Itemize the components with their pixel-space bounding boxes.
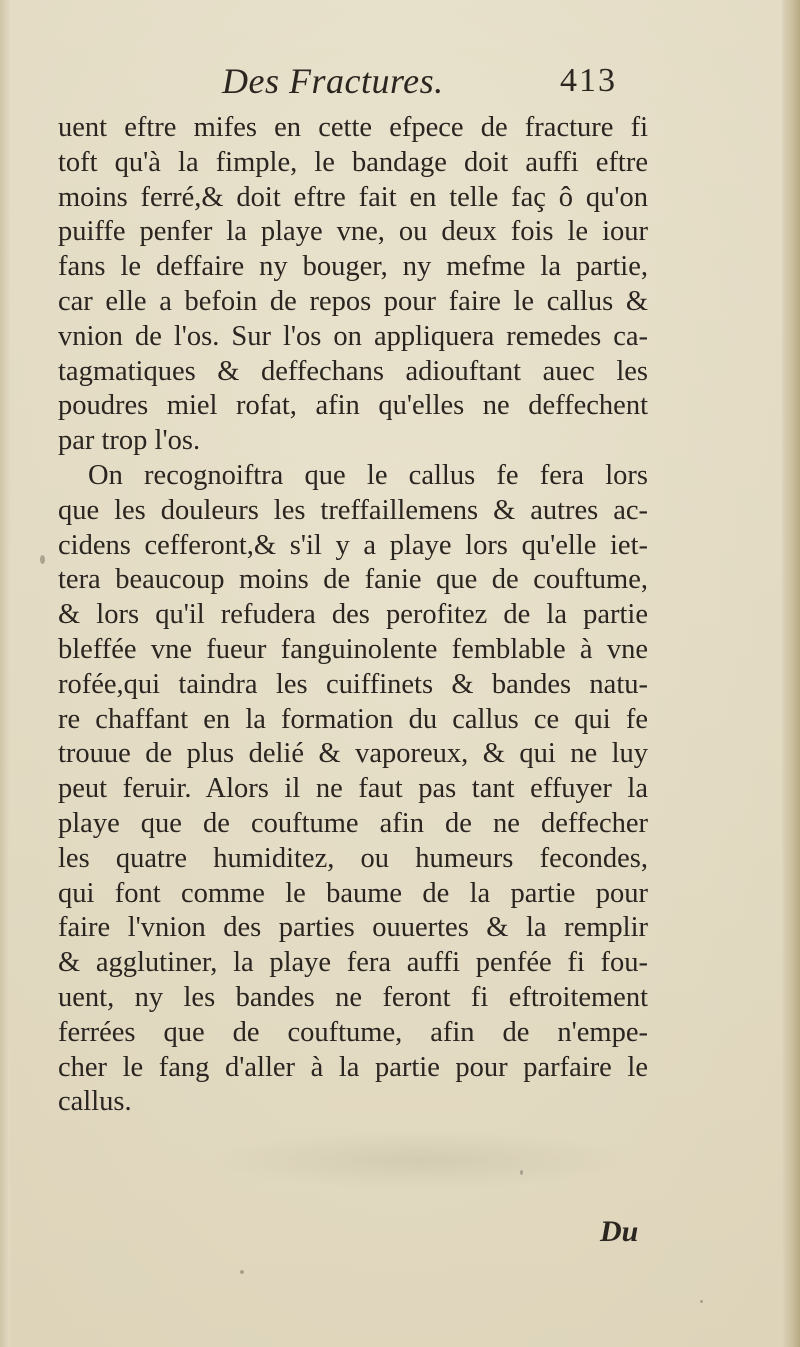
text-line: tagmatiques & deffechans adiouftant auec les [58, 355, 648, 387]
paper-speck [40, 555, 45, 564]
text-line: car elle a befoin de repos pour faire le callus & [58, 285, 648, 317]
text-line: & lors qu'il refudera des perofitez de la partie [58, 599, 648, 631]
text-line: moins ferré,& doit eftre fait en telle faç ô qu'on [58, 181, 648, 213]
body-text [58, 111, 648, 1120]
text-line: trouue de plus delié & vaporeux, & qui ne luy [58, 738, 648, 770]
text-line: re chaffant en la formation du callus ce qui fe [58, 703, 648, 735]
text-line: On recognoiftra que le callus fe fera lors [88, 459, 648, 491]
text-line: & agglutiner, la playe fera auffi penfée fi fou- [58, 947, 648, 979]
paper-speck [240, 1270, 244, 1274]
text-line: bleffée vne fueur fanguinolente femblable à vne [58, 633, 648, 665]
text-line: cher le fang d'aller à la partie pour parfaire le [58, 1051, 648, 1083]
text-line: rofée,qui taindra les cuiffinets & bandes natu- [58, 668, 648, 700]
text-line: les quatre humiditez, ou humeurs fecondes, [58, 842, 648, 874]
text-line: par trop l'os. [58, 425, 201, 457]
text-line: uent, ny les bandes ne feront fi eftroitement [58, 981, 648, 1013]
text-line: que les douleurs les treffaillemens & autres ac- [58, 494, 648, 526]
catchword: Du [600, 1215, 639, 1248]
text-line: faire l'vnion des parties ouuertes & la remplir [58, 912, 648, 944]
page-outer-edge [782, 0, 800, 1347]
page-gutter-edge [0, 0, 10, 1347]
text-line: playe que de couftume afin de ne deffecher [58, 807, 648, 839]
ink-bleed-through [210, 1130, 630, 1190]
text-line: uent eftre mifes en cette efpece de fracture fi [58, 112, 648, 143]
text-line: tera beaucoup moins de fanie que de couftume, [58, 564, 648, 596]
text-line: vnion de l'os. Sur l'os on appliquera remedes ca- [58, 320, 648, 352]
text-line: poudres miel rofat, afin qu'elles ne deffechent [58, 390, 648, 422]
text-line: peut feruir. Alors il ne faut pas tant effuyer la [58, 773, 648, 805]
text-line: toft qu'à la fimple, le bandage doit auffi eftre [58, 146, 648, 178]
text-line: ferrées que de couftume, afin de n'empe- [58, 1016, 648, 1048]
page-number: 413 [560, 62, 617, 99]
text-line: cidens cefferont,& s'il y a playe lors qu'elle iet- [58, 529, 648, 561]
text-line: callus. [58, 1086, 132, 1118]
paper-speck [700, 1300, 703, 1303]
text-line: qui font comme le baume de la partie pour [58, 877, 648, 909]
running-title: Des Fractures. [222, 61, 444, 101]
page-header [0, 60, 800, 110]
text-line: fans le deffaire ny bouger, ny mefme la partie, [58, 251, 648, 283]
paper-speck [520, 1170, 523, 1175]
text-line: puiffe penfer la playe vne, ou deux fois le iour [58, 216, 648, 248]
